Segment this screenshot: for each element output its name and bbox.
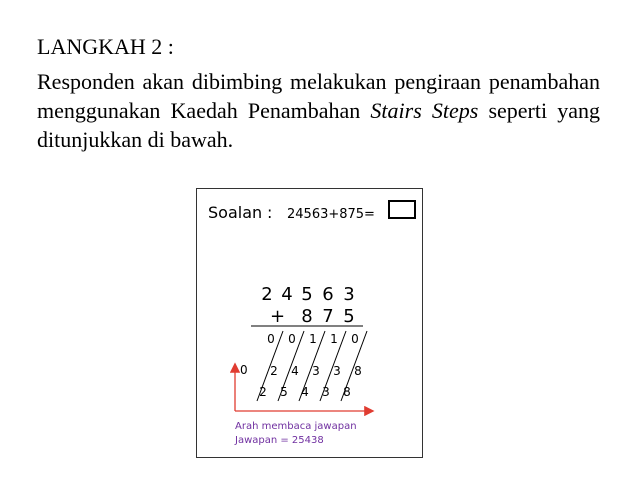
instruction-text-1: Responden akan dibimbing melakukan pengiraan penambahan menggunakan Kaedah Penambahan [37,69,600,123]
answer-digit: 2 [259,385,267,399]
answer-caption: Jawapan = 25438 [235,435,324,446]
carry-digit: 1 [330,332,338,346]
answer-box [389,201,415,218]
instruction-text-2: seperti yang ditunjukkan di bawah. [37,98,600,152]
top-digit: 3 [343,284,355,305]
method-name: Stairs Steps [370,98,479,123]
sum-digit: 8 [354,364,362,378]
question-expression: 24563+875= [287,207,375,222]
question-separator: : [267,203,273,222]
top-digit: 6 [322,284,334,305]
top-digit: 5 [301,284,313,305]
answer-digit: 3 [322,385,330,399]
answer-digit: 8 [343,385,351,399]
sum-digit: 3 [312,364,320,378]
top-digit: 2 [261,284,273,305]
arrow-caption: Arah membaca jawapan [235,421,357,432]
stairs-steps-panel [196,188,423,458]
plus-sign: + [270,306,286,327]
answer-digit: 4 [301,385,309,399]
instruction-paragraph [37,67,600,154]
carry-out-digit: 0 [240,363,248,377]
question-label: Soalan [208,203,263,222]
worked-example [197,189,422,457]
top-digit: 4 [281,284,293,305]
carry-digit: 0 [267,332,275,346]
sum-digit: 2 [270,364,278,378]
bottom-digit: 7 [322,306,334,327]
carry-digit: 1 [309,332,317,346]
bottom-digit: 5 [343,306,355,327]
step-heading: LANGKAH 2 : [37,34,174,59]
answer-digit: 5 [280,385,288,399]
sum-digit: 3 [333,364,341,378]
bottom-digit: 8 [301,306,313,327]
carry-digit: 0 [351,332,359,346]
sum-digit: 4 [291,364,299,378]
carry-digit: 0 [288,332,296,346]
